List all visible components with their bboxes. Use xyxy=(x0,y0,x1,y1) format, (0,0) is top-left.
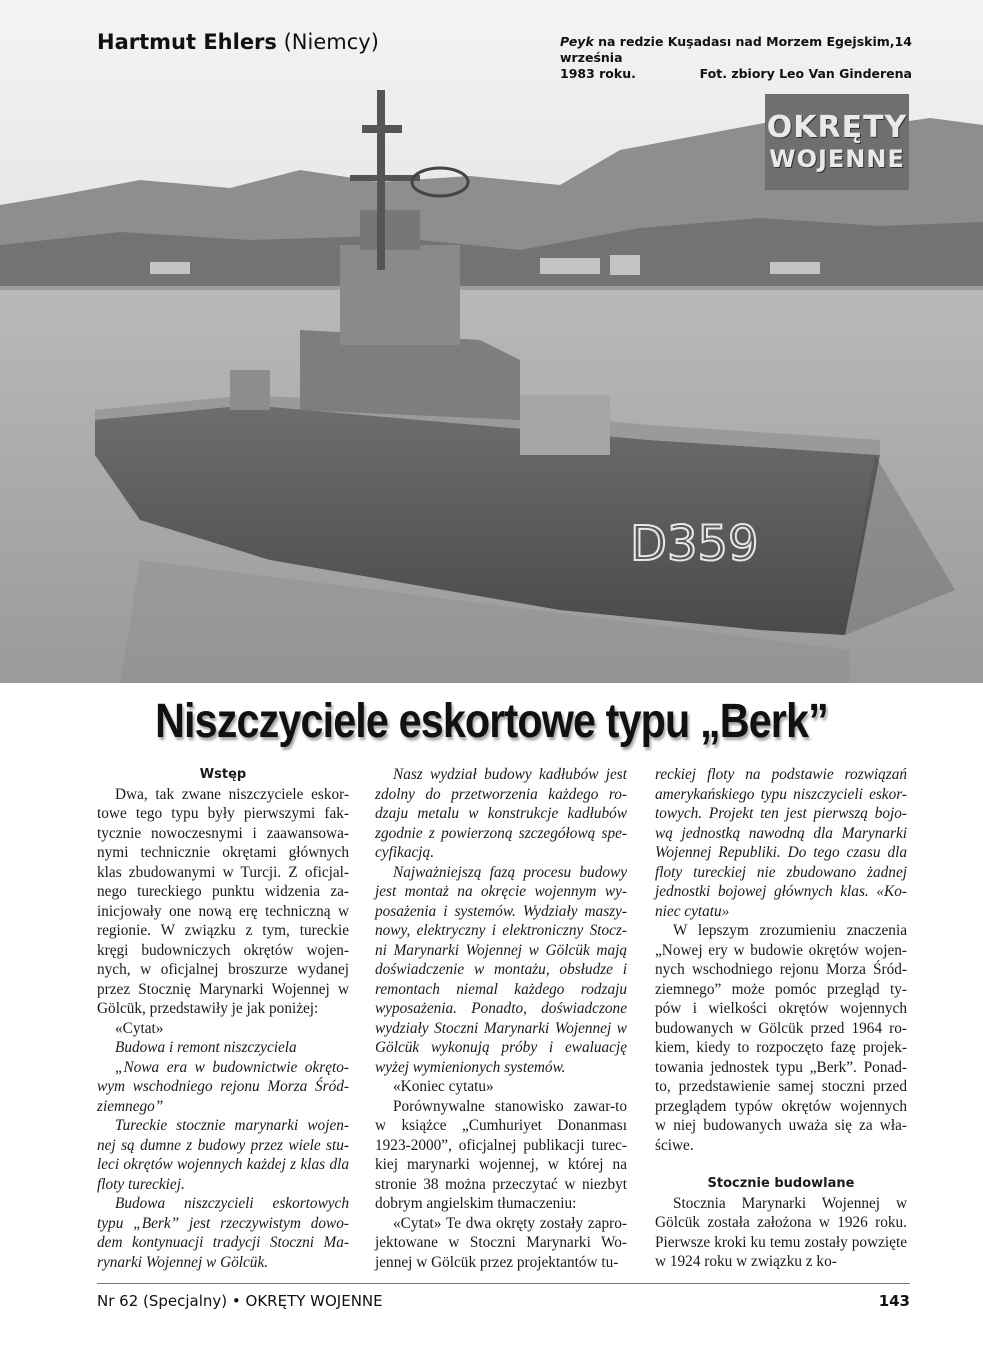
footer-divider xyxy=(97,1283,910,1284)
paragraph: Nasz wydział budowy kadłubów jest zdolny do przetworzenia każdego ro-dzaju metalu w konstrukcje kadłubów zgodnie z powierzoną szczegółową spe-cyfikacją. xyxy=(375,766,627,861)
caption-credit: Fot. zbiory Leo Van Ginderena xyxy=(699,66,912,81)
paragraph: «Cytat» xyxy=(115,1019,164,1037)
paragraph: Porównywalne stanowisko zawar-to w książce „Cumhuriyet Donanması 1923-2000”, oficjalnej publikacji turec-kiej marynarki wojennej, w której na stronie 38 można przeczytać w niezbyt dobrym angielskim tłumaczeniu: xyxy=(375,1097,627,1212)
article-title: Niszczyciele eskortowe typu „Berk” xyxy=(155,695,828,748)
author-name: Hartmut Ehlers xyxy=(97,30,277,54)
text-column-3 xyxy=(655,765,907,1272)
paragraph: «Cytat» Te dwa okręty zostały zapro-jektowane w Stoczni Marynarki Wo-jennej w Gölcük przez projektantów tu- xyxy=(375,1214,627,1271)
paragraph: Budowa niszczycieli eskortowych typu „Berk” jest rzeczywistym dowo-dem kontynuacji tradycji Stoczni Ma-rynarki Wojennej w Gölcük. xyxy=(97,1195,349,1271)
caption-date: 1983 roku. xyxy=(560,66,636,81)
paragraph: «Koniec cytatu» xyxy=(393,1078,494,1095)
magazine-logo xyxy=(765,94,909,190)
text-column-2 xyxy=(375,765,627,1272)
section-heading: Stocznie budowlane xyxy=(707,1176,855,1191)
paragraph: Najważniejszą fazą procesu budowy jest montaż na okręcie wojennym wy-posażenia i systemów. Wydziały maszy-nowy, elektryczny i elektroniczny Stocz-ni Marynarki Wojennej w Gölcük mają doświadczenie w montażu, obsłudze i remontach niemal każdego rodzaju wyposażenia. Ponadto, doświadczone wydziały Stoczni Marynarki Wojennej w Gölcük wykonują próby i ewaluację wyżej wymienionych systemów. xyxy=(375,863,627,1076)
photo-caption xyxy=(560,34,912,82)
paragraph: Dwa, tak zwane niszczyciele eskor-towe tego typu były pierwszymi fak-tycznie nowoczesnymi i zaawansowa-nymi technicznie okrętami głównych klas zbudowanymi w Turcji. Z oficjal-nego tureckiego punktu widzenia za-inicjowały one nową erę techniczną w regionie. W związku z tym, tureckie kręgi budowniczych okrętów wojen-nych, w oficjalnej broszurze wydanej przez Stocznię Marynarki Wojennej w Gölcük, przedstawiły je jak poniżej: xyxy=(97,785,349,1017)
caption-line1: na redzie Kuşadası nad Morzem Egejskim,14 września xyxy=(560,34,912,65)
paragraph: reckiej floty na podstawie rozwiązań amerykańskiego typu niszczycieli eskor-towych. Projekt ten jest pierwszą bojo-wą jednostką nawodną dla Marynarki Wojennej Republiki. Do tego czasu dla floty tureckiej nie zbudowano żadnej jednostki bojowej głównych klas. «Ko-niec cytatu» xyxy=(655,766,907,920)
paragraph: W lepszym zrozumieniu znaczenia „Nowej ery w budowie okrętów wojen-nych wschodniego rejonu Morza Śród-ziemnego” może pomóc przegląd ty-pów i wielkości okrętów wojennych budowanych w Gölcük przed 1964 ro-kiem, kiedy to rozpoczęto fazę projek-towania jednostek typu „Berk”. Ponad-to, przedstawienie samej stoczni przed przeglądem typów okrętów wojennych w niej budowanych uważa się za wła-ściwe. xyxy=(655,922,907,1154)
page-number: 143 xyxy=(878,1292,910,1310)
footer-issue: Nr 62 (Specjalny) • OKRĘTY WOJENNE xyxy=(97,1292,383,1310)
author-country: (Niemcy) xyxy=(283,30,379,54)
section-heading: Wstęp xyxy=(199,767,247,782)
logo-line2: WOJENNE xyxy=(769,145,905,173)
paragraph: Budowa i remont niszczyciela xyxy=(115,1039,297,1056)
paragraph: Tureckie stocznie marynarki wojen-nej są dumne z budowy przez wiele stu-leci okrętów wojennych każdej z klas dla floty tureckiej. xyxy=(97,1117,349,1193)
paragraph: „Nowa era w budownictwie okręto-wym wschodniego rejonu Morza Śród-ziemnego” xyxy=(97,1058,349,1115)
hull-number: D359 xyxy=(630,516,759,572)
logo-line1: OKRĘTY xyxy=(766,110,908,145)
text-column-1 xyxy=(97,765,349,1272)
caption-ship: Peyk xyxy=(560,34,594,49)
paragraph: Stocznia Marynarki Wojennej w Gölcük została założona w 1926 roku. Pierwsze kroki ku temu zostały powzięte w 1924 roku w związku z ko- xyxy=(655,1194,907,1270)
author-line xyxy=(97,30,379,54)
